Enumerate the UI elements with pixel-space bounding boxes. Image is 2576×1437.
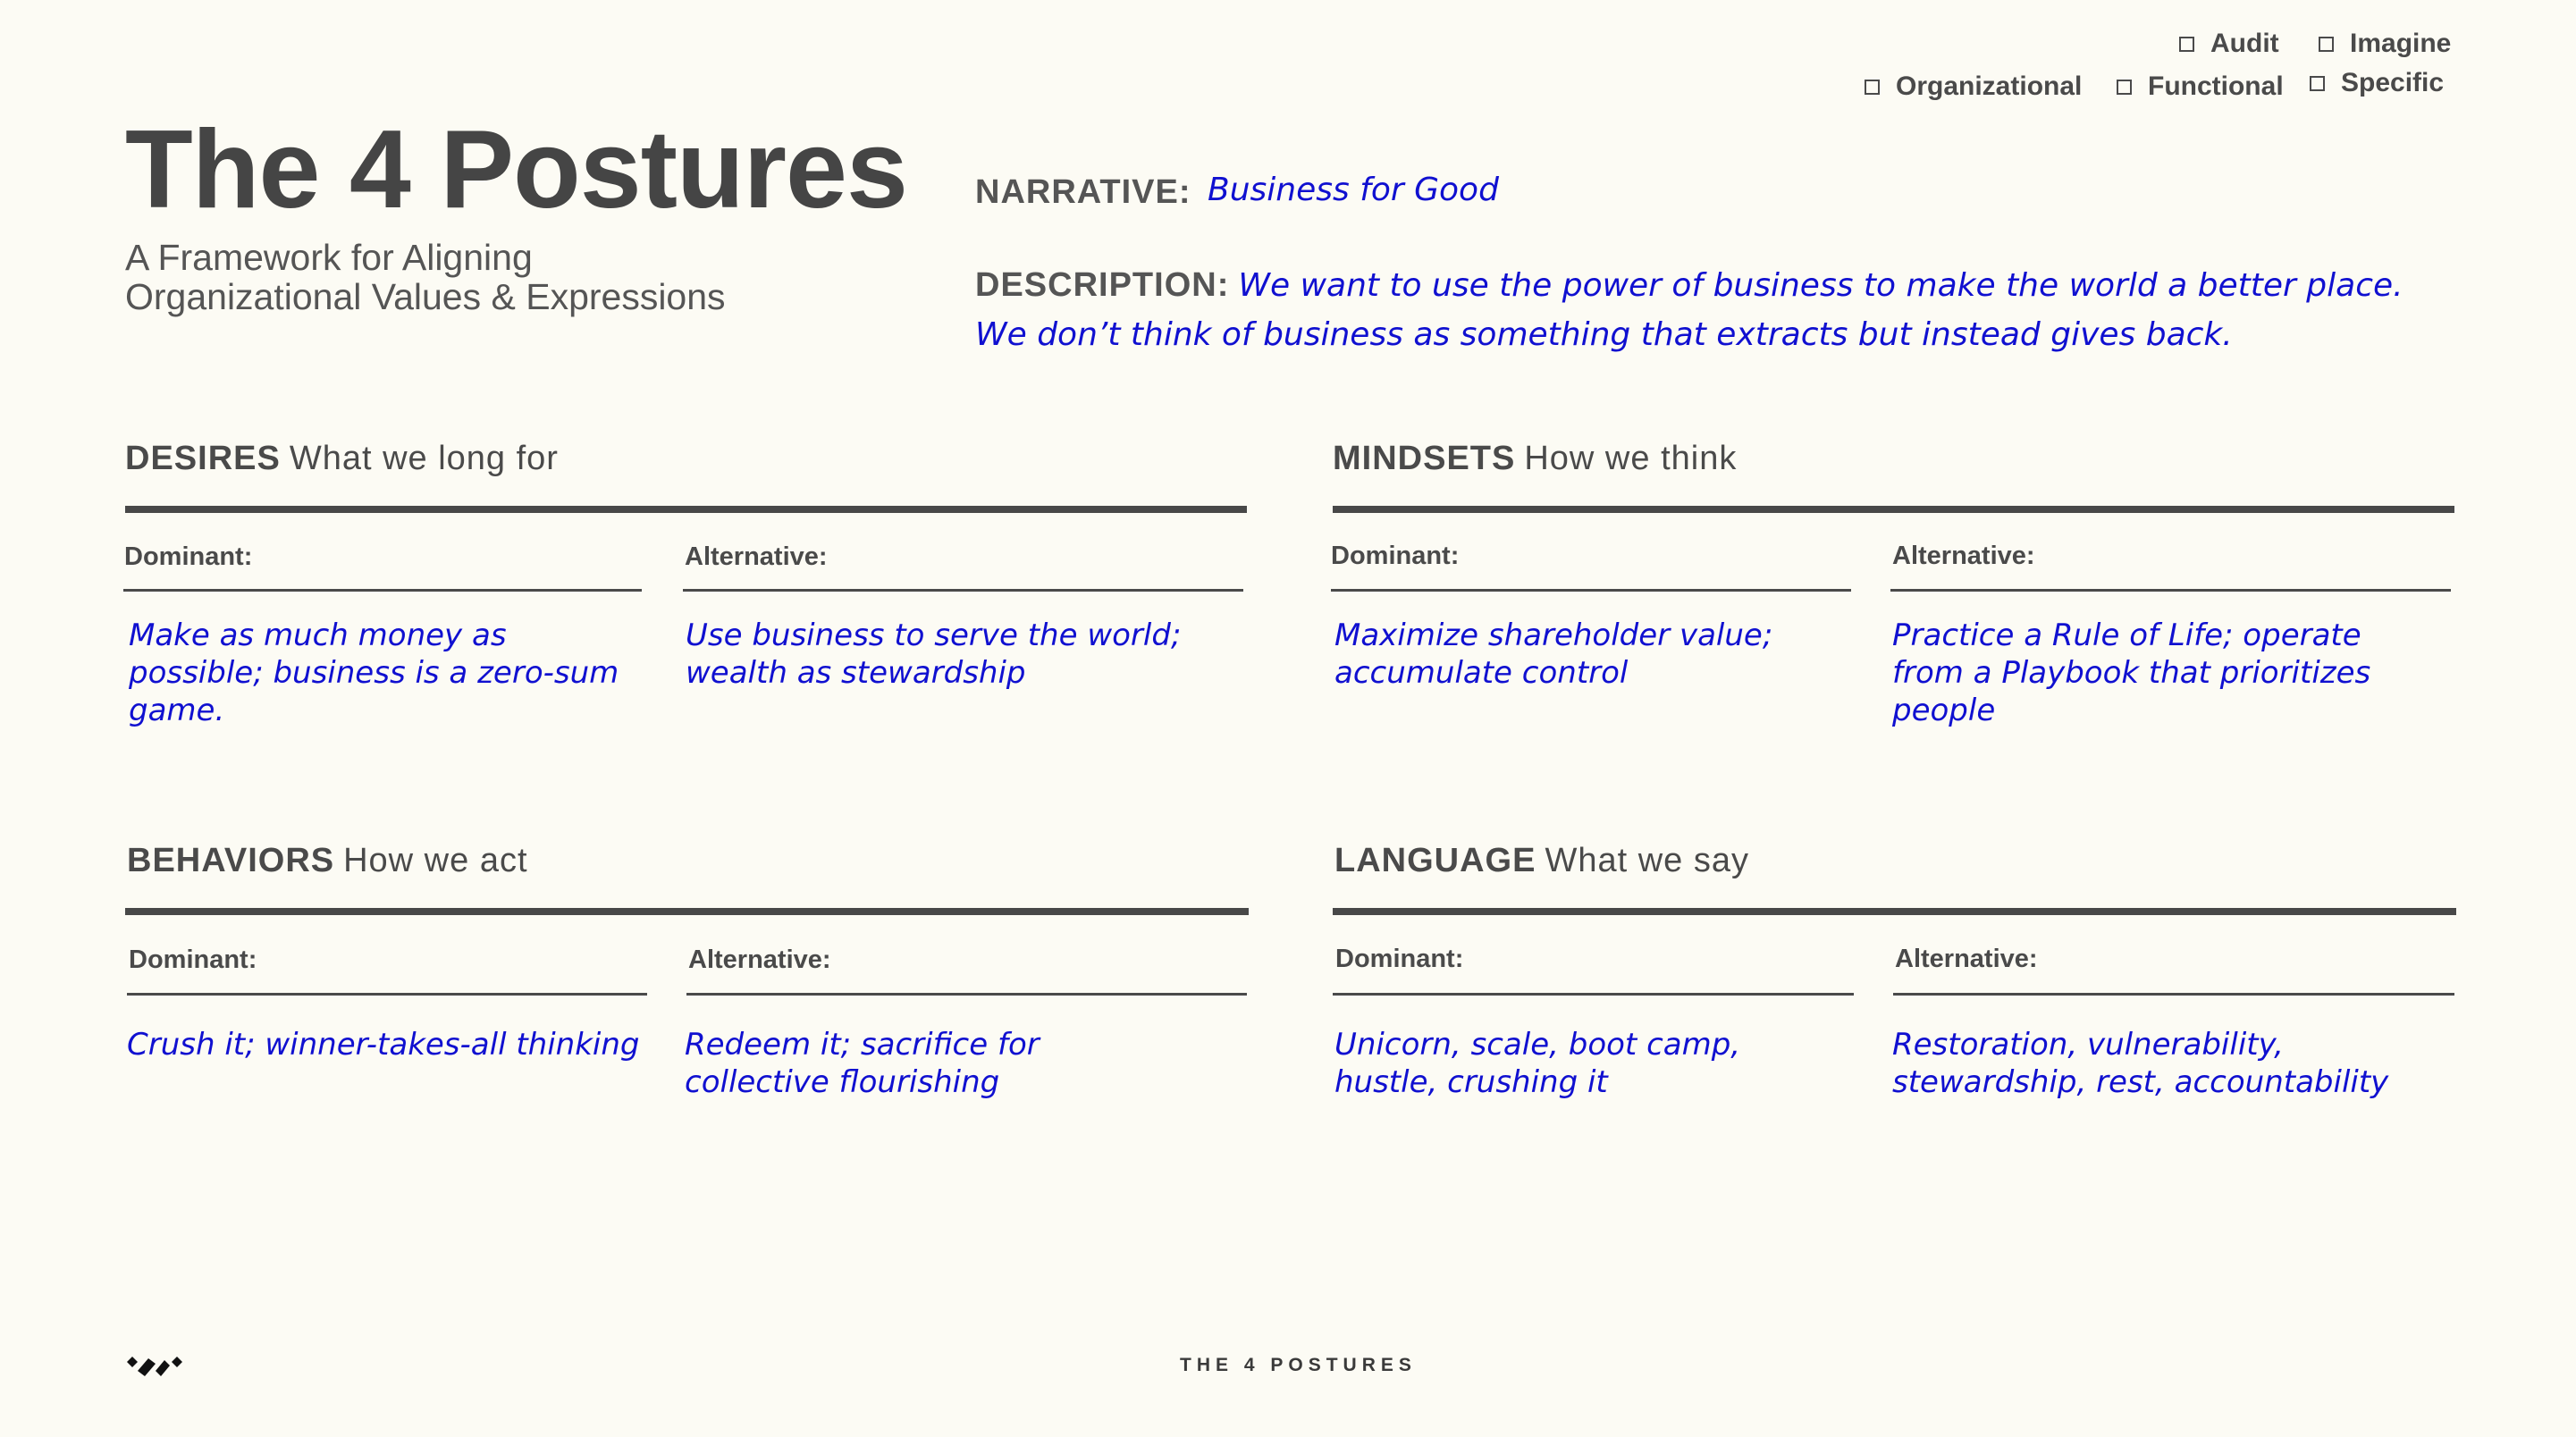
section-subtitle: How we think <box>1524 440 1738 477</box>
section-subtitle: What we long for <box>289 440 559 477</box>
subtitle-line-2: Organizational Values & Expressions <box>125 276 726 317</box>
alternative-label: Alternative: <box>688 945 831 974</box>
specific-label: Specific <box>2341 68 2445 97</box>
dominant-underline <box>1333 993 1854 996</box>
checkbox-square-icon[interactable] <box>1865 80 1880 95</box>
imagine-checkbox[interactable] <box>2319 29 2451 59</box>
alternative-label: Alternative: <box>685 542 828 571</box>
page-subtitle <box>125 238 930 316</box>
alternative-label: Alternative: <box>1892 542 2035 570</box>
dominant-label: Dominant: <box>1335 945 1464 973</box>
narrative-label: NARRATIVE: <box>975 173 1191 211</box>
alternative-underline <box>686 993 1247 996</box>
audit-label: Audit <box>2210 29 2279 58</box>
dominant-label: Dominant: <box>124 542 253 571</box>
organizational-checkbox[interactable] <box>1865 71 2082 102</box>
section-heading-behaviors <box>127 842 528 880</box>
checkbox-square-icon[interactable] <box>2310 76 2325 91</box>
section-divider <box>1333 506 2454 513</box>
section-subtitle: What we say <box>1545 842 1749 879</box>
section-title: DESIRES <box>125 440 281 477</box>
section-divider <box>125 506 1247 513</box>
dominant-underline <box>123 589 642 592</box>
mindsets-alternative-text[interactable]: Practice a Rule of Life; operate from a Playbook that prioritizes people <box>1892 618 2371 728</box>
checkbox-square-icon[interactable] <box>2179 37 2194 52</box>
dominant-underline <box>127 993 647 996</box>
mindsets-dominant-text[interactable]: Maximize shareholder value; accumulate control <box>1334 618 1773 691</box>
functional-checkbox[interactable] <box>2117 71 2284 102</box>
behaviors-dominant-text[interactable]: Crush it; winner-takes-all thinking <box>127 1027 640 1063</box>
functional-label: Functional <box>2148 71 2284 101</box>
footer-title: THE 4 POSTURES <box>1180 1355 1417 1375</box>
audit-checkbox[interactable] <box>2179 29 2279 59</box>
section-divider <box>1333 908 2456 915</box>
description-block <box>975 261 2441 359</box>
section-title: LANGUAGE <box>1334 842 1536 879</box>
organizational-label: Organizational <box>1896 71 2083 101</box>
desires-alternative-text[interactable]: Use business to serve the world; wealth as stewardship <box>686 618 1182 691</box>
desires-dominant-text[interactable]: Make as much money as possible; business is a zero-sum game. <box>129 618 619 728</box>
specific-checkbox[interactable] <box>2310 68 2444 98</box>
language-alternative-text[interactable]: Restoration, vulnerability, stewardship, rest, accountability <box>1892 1027 2389 1100</box>
page-title: The 4 Postures <box>125 108 907 231</box>
section-title: BEHAVIORS <box>127 842 335 879</box>
checkbox-square-icon[interactable] <box>2117 80 2132 95</box>
dominant-label: Dominant: <box>1331 542 1460 570</box>
behaviors-alternative-text[interactable]: Redeem it; sacrifice for collective flourishing <box>685 1027 1040 1100</box>
description-label: DESCRIPTION: <box>975 266 1230 304</box>
dominant-label: Dominant: <box>129 945 257 974</box>
brand-logo-icon <box>125 1351 188 1378</box>
subtitle-line-1: A Framework for Aligning <box>125 237 533 278</box>
description-value[interactable]: We want to use the power of business to make the world a better place. We don’t think of business as something that extracts but instead gives back. <box>975 267 2403 353</box>
alternative-underline <box>1890 589 2451 592</box>
section-heading-mindsets <box>1333 440 1737 478</box>
section-divider <box>125 908 1249 915</box>
alternative-underline <box>1893 993 2454 996</box>
dominant-underline <box>1331 589 1851 592</box>
language-dominant-text[interactable]: Unicorn, scale, boot camp, hustle, crushing it <box>1334 1027 1741 1100</box>
section-subtitle: How we act <box>343 842 528 879</box>
section-heading-desires <box>125 440 559 478</box>
alternative-underline <box>683 589 1243 592</box>
section-title: MINDSETS <box>1333 440 1516 477</box>
imagine-label: Imagine <box>2350 29 2452 58</box>
checkbox-square-icon[interactable] <box>2319 37 2334 52</box>
narrative-value[interactable]: Business for Good <box>1208 172 1499 208</box>
alternative-label: Alternative: <box>1895 945 2038 973</box>
section-heading-language <box>1334 842 1749 880</box>
